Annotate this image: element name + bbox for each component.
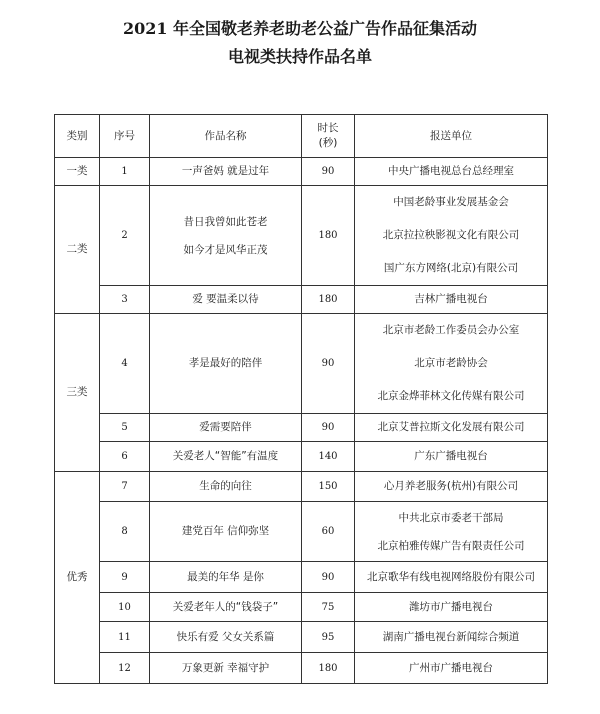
work-name-line: 孝是最好的陪伴	[188, 357, 263, 369]
work-name-cell	[150, 593, 302, 622]
submitter-line: 国广东方网络(北京)有限公司	[383, 262, 519, 274]
number-cell: 10	[100, 593, 150, 622]
work-name-line: 生命的向往	[199, 480, 252, 492]
submitter-line: 北京拉拉秧影视文化有限公司	[382, 229, 520, 241]
category-cell: 优秀	[55, 472, 100, 684]
submitter-cell	[355, 414, 548, 442]
work-name-cell	[150, 502, 302, 562]
duration-cell: 75	[302, 593, 355, 622]
submitter-line: 广东广播电视台	[414, 450, 488, 462]
table-row	[55, 472, 548, 502]
work-name-line: 万象更新 幸福守护	[181, 661, 270, 674]
submitter-cell	[355, 472, 548, 502]
document-subtitle: 电视类扶持作品名单	[227, 47, 372, 66]
duration-cell: 90	[302, 562, 355, 593]
table-header-row	[55, 115, 548, 158]
work-name-cell	[150, 442, 302, 472]
header-category: 类别	[55, 115, 100, 158]
table-row	[55, 314, 548, 414]
duration-cell: 180	[302, 286, 355, 314]
duration-cell: 90	[302, 158, 355, 186]
table-row	[55, 286, 548, 314]
table-row	[55, 414, 548, 442]
submitter-line: 北京歌华有线电视网络股份有限公司	[367, 570, 535, 583]
header-duration	[302, 115, 355, 158]
table-row	[55, 442, 548, 472]
work-name-cell	[150, 472, 302, 502]
work-name-line: 爱需要陪伴	[199, 421, 252, 433]
submitter-line: 中共北京市委老干部局	[398, 511, 504, 524]
submitter-cell	[355, 286, 548, 314]
submitter-line: 中国老龄事业发展基金会	[393, 196, 509, 208]
submitter-cell	[355, 186, 548, 286]
work-name-cell	[150, 286, 302, 314]
work-name-cell	[150, 653, 302, 684]
table-row	[55, 593, 548, 622]
number-cell: 7	[100, 472, 150, 502]
document-title: 2021 年全国敬老养老助老公益广告作品征集活动	[122, 19, 478, 38]
work-name-line: 最美的年华 是你	[187, 570, 264, 583]
submitter-line: 北京市老龄协会	[414, 357, 488, 369]
header-duration-unit: (秒)	[318, 137, 338, 149]
submitter-line: 北京金烨菲林文化传媒有限公司	[377, 390, 525, 402]
duration-cell: 150	[302, 472, 355, 502]
work-name-cell	[150, 414, 302, 442]
table-row	[55, 562, 548, 593]
table-row	[55, 186, 548, 286]
duration-cell: 90	[302, 314, 355, 414]
work-name-cell	[150, 622, 302, 653]
submitter-line: 北京艾普拉斯文化发展有限公司	[377, 421, 525, 433]
submitter-cell	[355, 158, 548, 186]
submitter-line: 湖南广播电视台新闻综合频道	[382, 630, 520, 643]
work-name-cell	[150, 158, 302, 186]
table-row	[55, 653, 548, 684]
work-name-cell	[150, 562, 302, 593]
submitter-cell	[355, 622, 548, 653]
works-table	[54, 114, 548, 684]
work-name-cell	[150, 314, 302, 414]
category-cell: 三类	[55, 314, 100, 472]
submitter-cell	[355, 593, 548, 622]
number-cell: 3	[100, 286, 150, 314]
duration-cell: 140	[302, 442, 355, 472]
work-name-line: 关爱老年人的“钱袋子”	[172, 600, 279, 613]
submitter-line: 潍坊市广播电视台	[409, 600, 493, 613]
header-submitter: 报送单位	[355, 115, 548, 158]
duration-cell: 180	[302, 653, 355, 684]
submitter-cell	[355, 314, 548, 414]
submitter-line: 广州市广播电视台	[409, 661, 493, 674]
work-name-cell	[150, 186, 302, 286]
duration-cell: 90	[302, 414, 355, 442]
work-name-line: 建党百年 信仰弥坚	[181, 525, 270, 537]
category-cell: 一类	[55, 158, 100, 186]
table-row	[55, 158, 548, 186]
duration-cell: 60	[302, 502, 355, 562]
submitter-cell	[355, 562, 548, 593]
number-cell: 11	[100, 622, 150, 653]
number-cell: 4	[100, 314, 150, 414]
submitter-cell	[355, 653, 548, 684]
table-row	[55, 622, 548, 653]
header-number: 序号	[100, 115, 150, 158]
number-cell: 9	[100, 562, 150, 593]
submitter-cell	[355, 502, 548, 562]
work-name-line: 快乐有爱 父女关系篇	[176, 630, 275, 643]
work-name-line: 昔日我曾如此苍老	[183, 215, 268, 228]
submitter-line: 吉林广播电视台	[414, 293, 488, 305]
submitter-line: 北京市老龄工作委员会办公室	[382, 324, 520, 336]
duration-cell: 95	[302, 622, 355, 653]
work-name-line: 爱 要温柔以待	[192, 293, 259, 305]
submitter-line: 心月养老服务(杭州)有限公司	[383, 480, 519, 492]
submitter-line: 北京柏雅传媒广告有限责任公司	[377, 539, 525, 552]
submitter-cell	[355, 442, 548, 472]
work-name-line: 一声爸妈 就是过年	[181, 165, 270, 177]
duration-cell: 180	[302, 186, 355, 286]
number-cell: 2	[100, 186, 150, 286]
number-cell: 1	[100, 158, 150, 186]
number-cell: 5	[100, 414, 150, 442]
category-cell: 二类	[55, 186, 100, 314]
header-duration-label: 时长	[317, 122, 339, 134]
number-cell: 12	[100, 653, 150, 684]
number-cell: 8	[100, 502, 150, 562]
table-row	[55, 502, 548, 562]
header-work-name: 作品名称	[150, 115, 302, 158]
work-name-line: 如今才是风华正茂	[183, 243, 268, 256]
submitter-line: 中央广播电视总台总经理室	[388, 165, 514, 177]
number-cell: 6	[100, 442, 150, 472]
work-name-line: 关爱老人“智能”有温度	[172, 450, 279, 462]
